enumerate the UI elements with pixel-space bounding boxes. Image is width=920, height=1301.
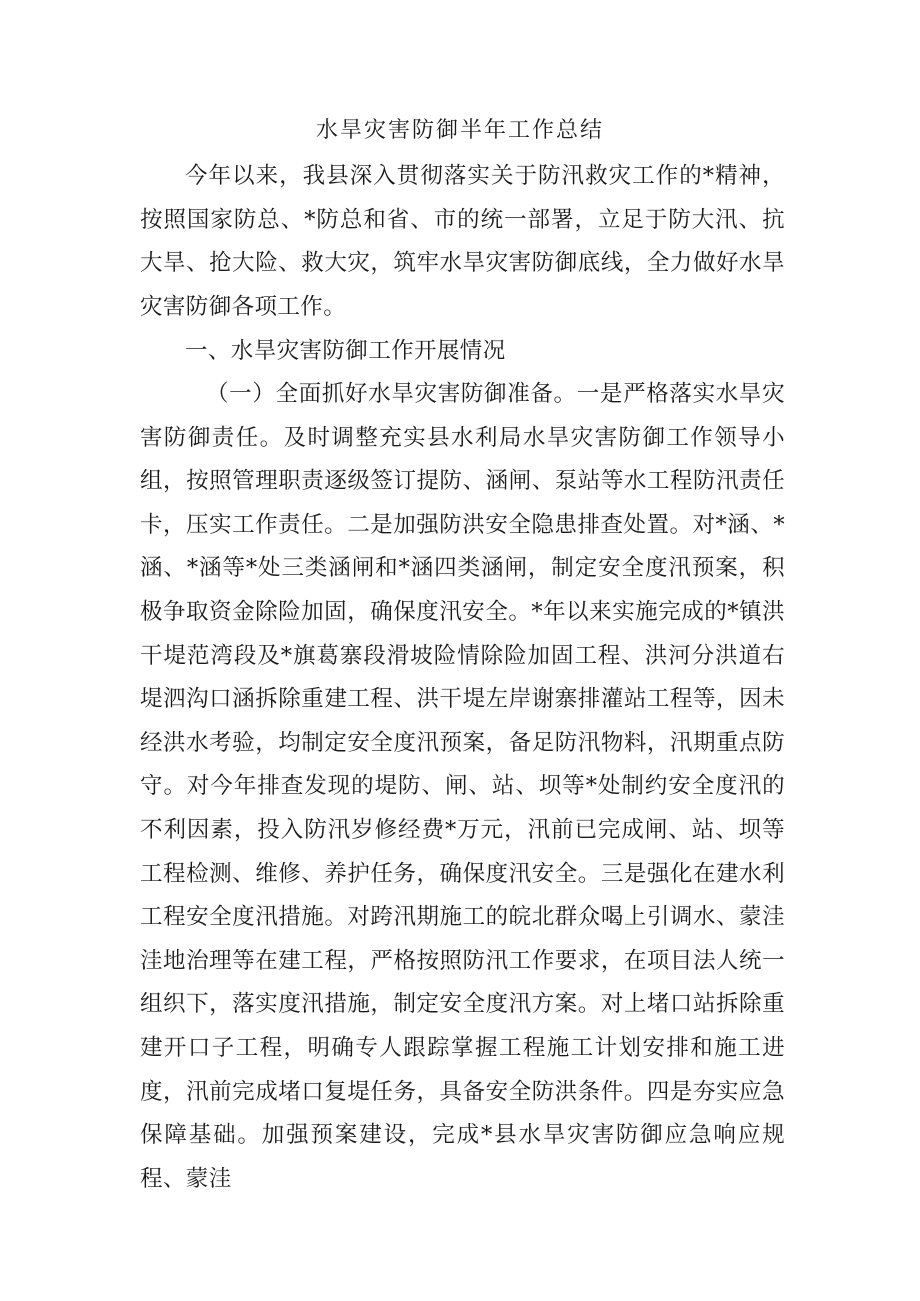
section-paragraph: （一）全面抓好水旱灾害防御准备。一是严格落实水旱灾害防御责任。及时调整充实县水利局水旱灾害防御工作领导小组，按照管理职责逐级签订提防、涵闸、泵站等水工程防汛责任卡，压实工作责任。二是加强防洪安全隐患排查处置。对*涵、*涵、*涵等*处三类涵闸和*涵四类涵闸，制定安全度汛预案，积极争取资金除险加固，确保度汛安全。*年以来实施完成的*镇洪干堤范湾段及*旗葛寨段滑坡险情除险加固工程、洪河分洪道右堤泗沟口涵拆除重建工程、洪干堤左岸谢寨排灌站工程等，因未经洪水考验，均制定安全度汛预案，备足防汛物料，汛期重点防守。对今年排查发现的堤防、闸、站、坝等*处制约安全度汛的不利因素，投入防汛岁修经费*万元，汛前已完成闸、站、坝等工程检测、维修、养护任务，确保度汛安全。三是强化在建水利工程安全度汛措施。对跨汛期施工的皖北群众喝上引调水、蒙洼洼地治理等在建工程，严格按照防汛工作要求，在项目法人统一组织下，落实度汛措施，制定安全度汛方案。对上堵口站拆除重建开口子工程，明确专人跟踪掌握工程施工计划安排和施工进度，汛前完成堵口复堤任务，具备安全防洪条件。四是夯实应急保障基础。加强预案建设，完成*县水旱灾害防御应急响应规程、蒙洼	[140, 381, 785, 1192]
section-heading: 一、水旱灾害防御工作开展情况	[185, 338, 506, 364]
document-title: 水旱灾害防御半年工作总结	[315, 118, 604, 143]
intro-paragraph: 今年以来，我县深入贯彻落实关于防汛救灾工作的*精神，按照国家防总、*防总和省、市的统一部署，立足于防大汛、抗大旱、抢大险、救大灾，筑牢水旱灾害防御底线，全力做好水旱灾害防御各项工作。	[140, 163, 785, 320]
